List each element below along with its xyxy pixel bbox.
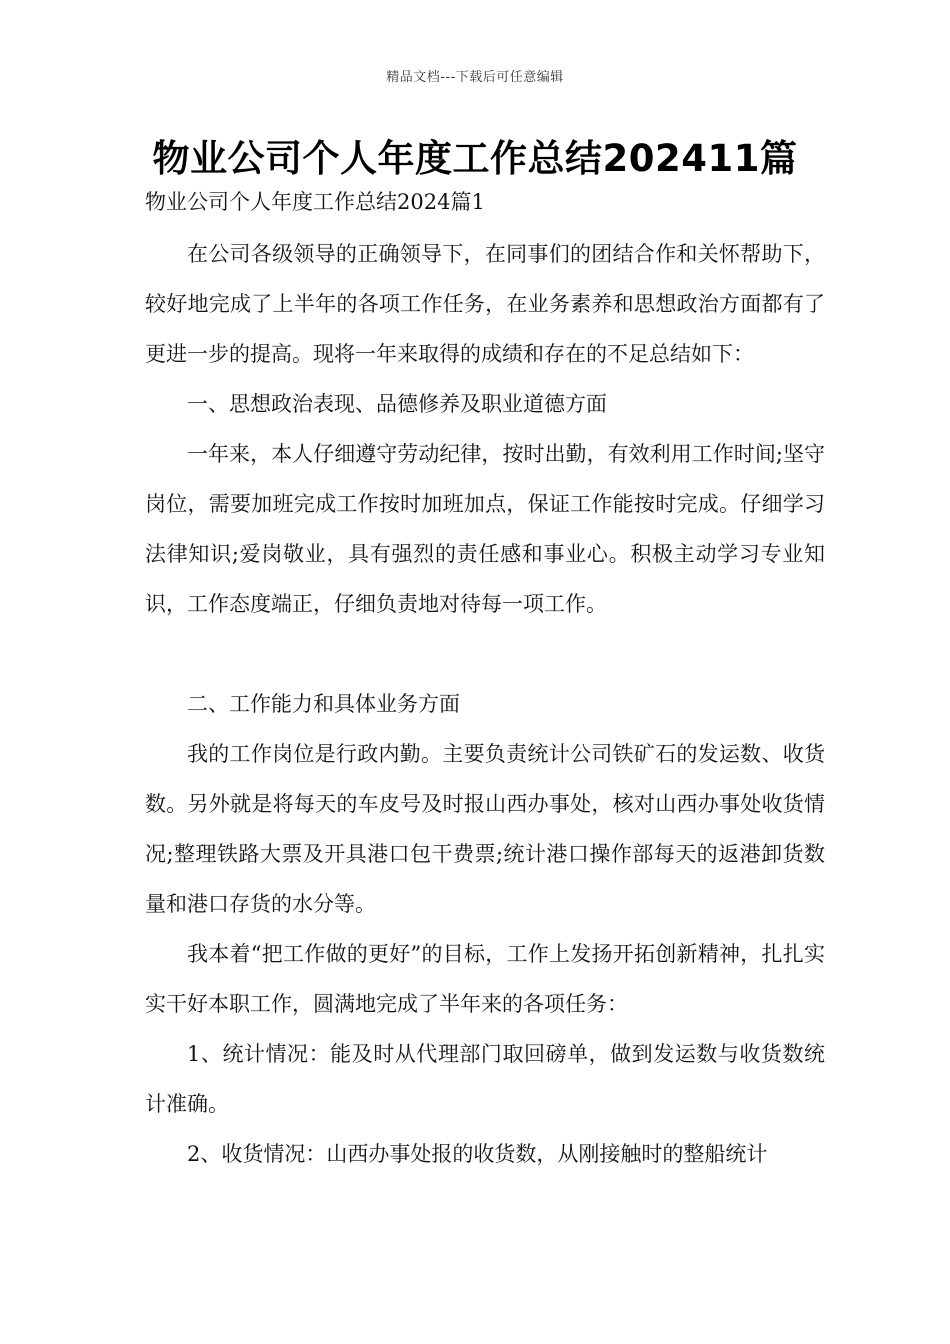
document-title: 物业公司个人年度工作总结202411篇 bbox=[152, 137, 798, 180]
paragraph-goal: 我本着“把工作做的更好”的目标，工作上发扬开拓创新精神，扎扎实实干好本职工作，圆满地完成了半年来的各项任务： bbox=[145, 942, 825, 1016]
section-heading-1: 一、思想政治表现、品德修养及职业道德方面 bbox=[187, 392, 607, 416]
document-body bbox=[145, 229, 825, 1179]
paragraph-section-2: 我的工作岗位是行政内勤。主要负责统计公司铁矿石的发运数、收货数。另外就是将每天的车皮号及时报山西办事处，核对山西办事处收货情况;整理铁路大票及开具港口包干费票;统计港口操作部每天的返港卸货数量和港口存货的水分等。 bbox=[145, 742, 825, 916]
list-item-statistics: 1、统计情况：能及时从代理部门取回磅单，做到发运数与收货数统计准确。 bbox=[145, 1042, 825, 1116]
document-subtitle: 物业公司个人年度工作总结2024篇1 bbox=[145, 190, 485, 214]
list-item-receiving: 2、收货情况：山西办事处报的收货数，从刚接触时的整船统计 bbox=[187, 1142, 768, 1166]
paragraph-section-1: 一年来，本人仔细遵守劳动纪律，按时出勤，有效利用工作时间;坚守岗位，需要加班完成工作按时加班加点，保证工作能按时完成。仔细学习法律知识;爱岗敬业，具有强烈的责任感和事业心。积极主动学习专业知识，工作态度端正，仔细负责地对待每一项工作。 bbox=[145, 442, 825, 616]
page-header-watermark: 精品文档---下载后可任意编辑 bbox=[386, 70, 564, 85]
section-heading-2: 二、工作能力和具体业务方面 bbox=[187, 692, 460, 716]
paragraph-intro: 在公司各级领导的正确领导下，在同事们的团结合作和关怀帮助下，较好地完成了上半年的各项工作任务，在业务素养和思想政治方面都有了更进一步的提高。现将一年来取得的成绩和存在的不足总结如下： bbox=[145, 242, 825, 366]
